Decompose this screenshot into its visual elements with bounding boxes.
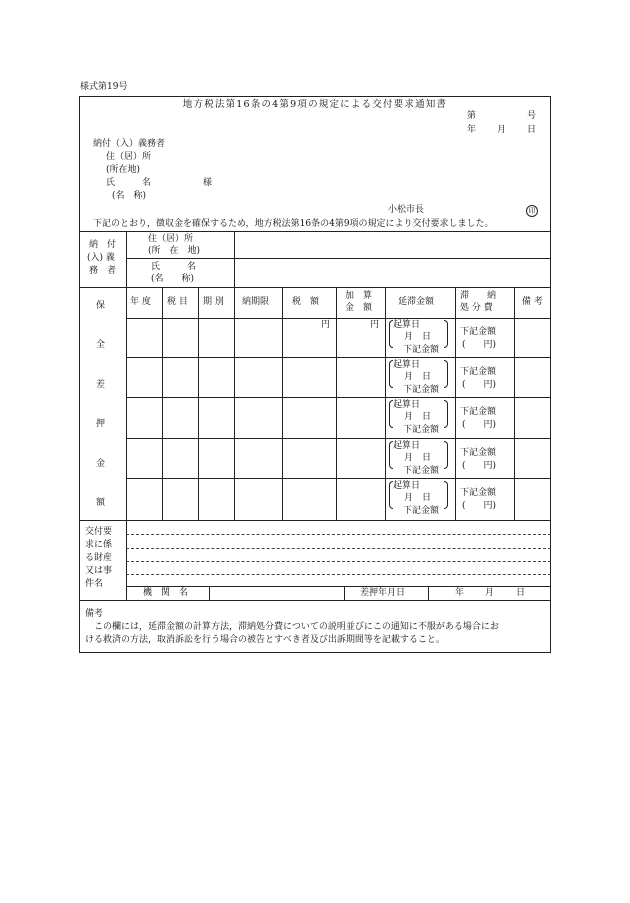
divider — [126, 520, 127, 600]
col-header-surcharge-2: 金 額 — [345, 303, 373, 313]
month-day-label: 月 日 — [404, 412, 432, 422]
divider — [234, 231, 235, 287]
side-char: 全 — [96, 340, 106, 350]
divider — [336, 287, 337, 520]
seizure-year: 年 — [455, 588, 465, 598]
kisan-label: 起算日 — [393, 400, 421, 410]
remarks-heading: 備考 — [85, 609, 104, 619]
dashed-line — [126, 561, 551, 562]
col-header-fee-2: 処 分 費 — [460, 303, 493, 313]
col-header-tax-item: 税 目 — [167, 297, 188, 307]
kisan-label: 起算日 — [393, 441, 421, 451]
divider — [344, 586, 345, 600]
kisan-label: 起算日 — [393, 481, 421, 491]
property-label-line: 求に係 — [85, 540, 113, 550]
fee-yen: ( 円) — [462, 340, 497, 350]
fee-note: 下記金額 — [460, 367, 497, 377]
below-amount-label: 下記金額 — [403, 345, 440, 355]
divider — [514, 287, 515, 520]
mayor-name: 小松市長 — [388, 205, 425, 215]
date-month: 月 — [497, 125, 507, 135]
seizure-day: 日 — [516, 588, 526, 598]
obligor-label: 納付（入）義務者 — [93, 139, 166, 149]
divider — [79, 600, 551, 601]
col-header-surcharge-1: 加 算 — [345, 291, 373, 301]
remarks-line: ける救済の方法，取消訴訟を行う場合の被告とすべき者及び出訴期間等を記載すること。 — [85, 635, 445, 645]
kisan-label: 起算日 — [393, 320, 421, 330]
dashed-line — [126, 548, 551, 549]
obligor-side-3: 務 者 — [89, 266, 117, 276]
side-char: 保 — [96, 301, 106, 311]
dashed-line — [126, 534, 551, 535]
obligor-address-sub: (所 在 地) — [148, 246, 201, 256]
obligor-name-sub: (名 称) — [151, 274, 195, 284]
fee-yen: ( 円) — [462, 380, 497, 390]
seizure-date-label: 差押年月日 — [360, 588, 406, 598]
side-char: 金 — [96, 459, 106, 469]
property-label-line: る財産 — [85, 553, 113, 563]
month-day-label: 月 日 — [404, 332, 432, 342]
name-label: 氏 名 — [106, 178, 152, 188]
agency-label: 機 関 名 — [143, 588, 189, 598]
fee-yen: ( 円) — [462, 461, 497, 471]
divider — [455, 287, 456, 520]
form-number: 様式第19号 — [80, 82, 128, 92]
location-label: (所在地) — [106, 165, 141, 175]
below-amount-label: 下記金額 — [403, 506, 440, 516]
side-char: 差 — [96, 380, 106, 390]
name-sub-label: (名 称) — [112, 191, 147, 201]
dashed-line — [126, 574, 551, 575]
col-header-tax-amount: 税 額 — [292, 297, 320, 307]
side-char: 押 — [96, 419, 106, 429]
divider — [126, 438, 551, 439]
bracket-right — [444, 320, 448, 348]
bracket-right — [444, 441, 448, 469]
yen-mark: 円 — [321, 320, 331, 330]
fee-note: 下記金額 — [460, 448, 497, 458]
divider — [126, 231, 127, 287]
seizure-month: 月 — [485, 588, 495, 598]
fee-note: 下記金額 — [460, 407, 497, 417]
month-day-label: 月 日 — [404, 453, 432, 463]
divider — [209, 586, 210, 600]
date-year: 年 — [467, 125, 477, 135]
divider — [126, 258, 551, 259]
below-amount-label: 下記金額 — [403, 425, 440, 435]
property-label-line: 又は事 — [85, 566, 113, 576]
obligor-side-1: 納 付 — [89, 240, 117, 250]
divider — [126, 318, 551, 319]
divider — [234, 287, 235, 520]
divider — [126, 478, 551, 479]
number-suffix: 号 — [527, 111, 537, 121]
fee-note: 下記金額 — [460, 488, 497, 498]
property-label-line: 件名 — [85, 579, 104, 589]
date-day: 日 — [527, 125, 537, 135]
divider — [79, 287, 551, 288]
fee-yen: ( 円) — [462, 501, 497, 511]
below-amount-label: 下記金額 — [403, 466, 440, 476]
yen-mark: 円 — [370, 320, 380, 330]
kisan-label: 起算日 — [393, 360, 421, 370]
property-label-line: 交付要 — [85, 527, 113, 537]
col-header-year: 年 度 — [130, 297, 151, 307]
bracket-right — [444, 360, 448, 388]
remarks-line: この欄には，延滞金額の計算方法，滞納処分費についての説明並びにこの通知に不服がある場合にお — [85, 622, 499, 632]
form-title: 地方税法第16条の4第9項の規定による交付要求通知書 — [182, 99, 448, 110]
month-day-label: 月 日 — [404, 372, 432, 382]
divider — [385, 287, 386, 520]
col-header-remarks: 備 考 — [522, 297, 543, 307]
divider — [126, 287, 127, 520]
col-header-deadline: 納期限 — [242, 297, 270, 307]
name-suffix: 様 — [203, 178, 213, 188]
divider — [126, 357, 551, 358]
bracket-right — [444, 400, 448, 428]
notice-text: 下記のとおり，徴収金を確保するため，地方税法第16条の4第9項の規定により交付要求しました。 — [93, 219, 494, 229]
col-header-period: 期 別 — [203, 297, 224, 307]
divider — [198, 287, 199, 520]
divider — [162, 287, 163, 520]
seal-mark: 印 — [526, 205, 538, 217]
bracket-right — [444, 481, 448, 509]
month-day-label: 月 日 — [404, 493, 432, 503]
divider — [126, 586, 551, 587]
fee-yen: ( 円) — [462, 420, 497, 430]
obligor-side-2: (入) 義 — [87, 253, 115, 263]
divider — [79, 231, 551, 232]
col-header-delinquency: 延滞金額 — [398, 297, 435, 307]
below-amount-label: 下記金額 — [403, 385, 440, 395]
divider — [79, 520, 551, 521]
obligor-address-label: 住（居）所 — [148, 234, 194, 244]
divider — [126, 397, 551, 398]
divider — [428, 586, 429, 600]
divider — [282, 287, 283, 520]
col-header-fee-1: 滞 納 — [460, 291, 497, 301]
side-char: 額 — [96, 498, 106, 508]
number-label: 第 — [467, 111, 477, 121]
obligor-name-label: 氏 名 — [151, 262, 197, 272]
fee-note: 下記金額 — [460, 327, 497, 337]
address-label: 住（居）所 — [106, 152, 152, 162]
